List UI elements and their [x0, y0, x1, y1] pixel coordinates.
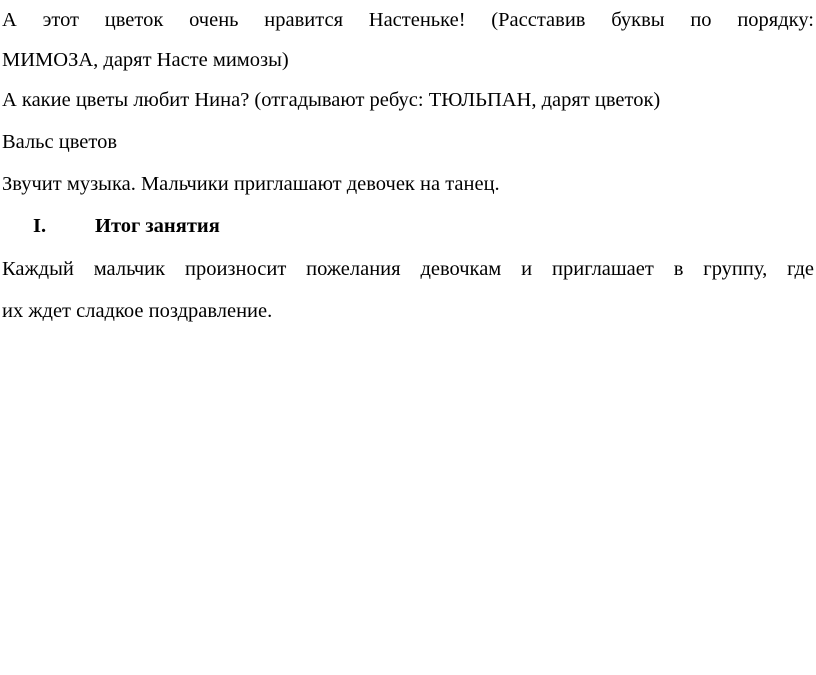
paragraph-waltz: Вальс цветов: [2, 131, 118, 153]
section-heading-title: Итог занятия: [95, 215, 220, 237]
paragraph-tulip: А какие цветы любит Нина? (отгадывают ребус: ТЮЛЬПАН, дарят цветок): [2, 89, 661, 111]
paragraph-summary-line-2: их ждет сладкое поздравление.: [2, 300, 273, 322]
paragraph-mimosa-line-2: МИМОЗА, дарят Насте мимозы): [2, 49, 289, 71]
section-heading-number: I.: [33, 215, 47, 237]
paragraph-summary-line-1: Каждый мальчик произносит пожелания девочкам и приглашает в группу, где: [2, 258, 814, 280]
section-heading: [33, 214, 220, 238]
paragraph-mimosa-line-1: А этот цветок очень нравится Настеньке! (Расставив буквы по порядку:: [2, 9, 814, 31]
paragraph-music: Звучит музыка. Мальчики приглашают девочек на танец.: [2, 173, 500, 195]
